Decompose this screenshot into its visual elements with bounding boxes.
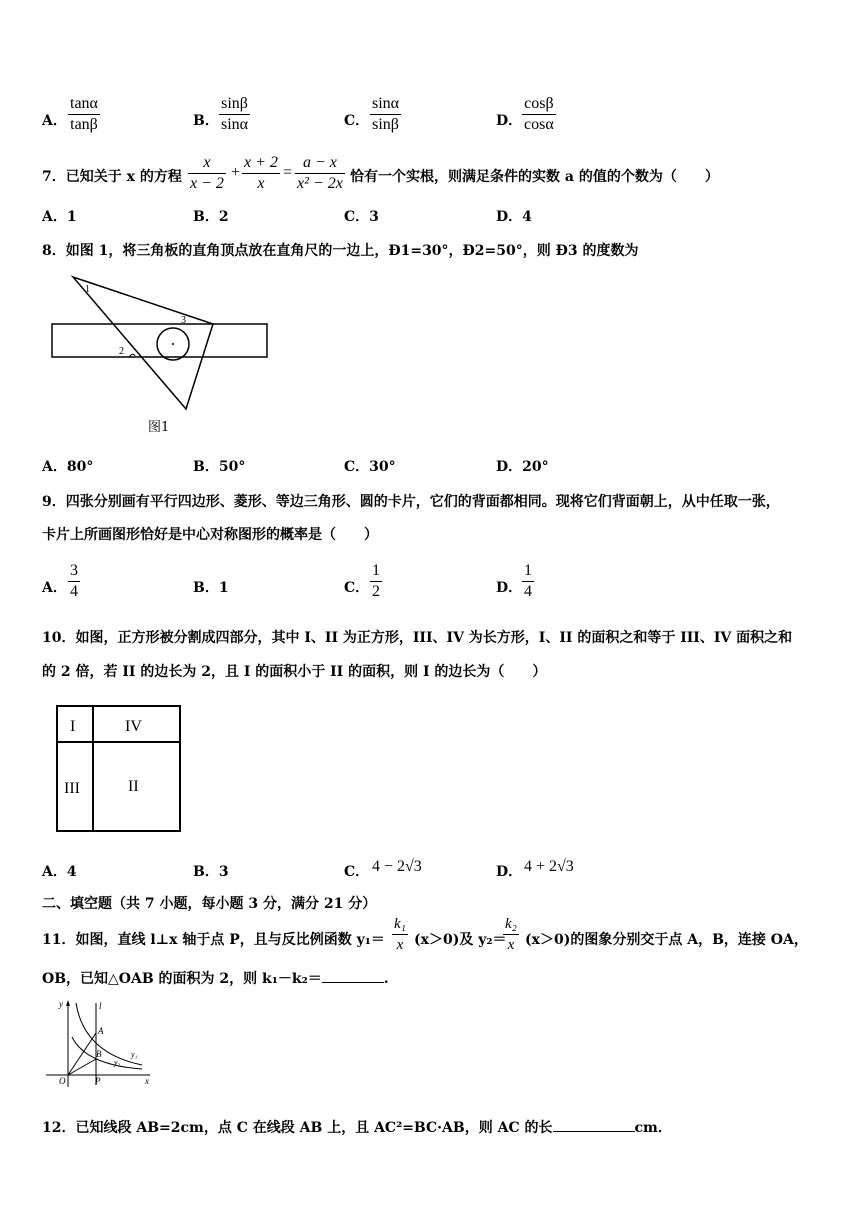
q7-fraction-1: [188, 153, 226, 194]
q6-option-a-label: A．: [42, 113, 67, 129]
q8-option-c: C．30°: [344, 459, 396, 475]
q6-c-num: sinα: [370, 94, 401, 115]
angle-label-1: 1: [85, 284, 90, 295]
q9-c-den: 2: [372, 583, 380, 600]
q7-suffix: 恰有一个实根，则满足条件的实数 a 的值的个数为（ ）: [350, 169, 719, 185]
q11-k2: k₂: [503, 914, 519, 935]
q7-option-d: D．4: [496, 209, 532, 225]
q6-a-den: tanβ: [70, 116, 98, 133]
q11-line-2-end: .: [383, 971, 389, 987]
q11-line-2-text: OB，已知△OAB 的面积为 2，则 k₁－k₂＝: [42, 971, 322, 987]
q7-f1-num: x: [188, 153, 226, 174]
q10-option-c-label: C．: [344, 864, 370, 880]
q9-option-a-label: A．: [42, 580, 67, 596]
q11-part-1: 11．如图，直线 l⊥x 轴于点 P，且与反比例函数 y₁＝: [42, 932, 385, 948]
q7-option-b: B．2: [193, 209, 229, 225]
q10-option-d-expr: 4 + 2√3: [524, 858, 574, 875]
q8-option-b: B．50°: [193, 459, 246, 475]
q9-d-num: 1: [522, 561, 534, 582]
q7-equals: =: [283, 164, 293, 181]
cell-label-i: I: [70, 718, 76, 735]
q6-d-num: cosβ: [522, 94, 556, 115]
label-o: O: [59, 1076, 66, 1086]
q7-option-a: A．1: [42, 209, 77, 225]
q6-option-b-label: B．: [193, 113, 219, 129]
label-y1: y₁: [131, 1050, 138, 1059]
label-y: y: [59, 999, 63, 1009]
q6-option-d-fraction: [522, 94, 556, 135]
q9-d-den: 4: [524, 583, 532, 600]
q9-c-num: 1: [370, 561, 382, 582]
label-l: l: [99, 1001, 102, 1011]
q6-option-c-label: C．: [344, 113, 370, 129]
label-p: P: [95, 1076, 101, 1086]
q11-fraction-k2: [503, 914, 519, 955]
question-12: [42, 1117, 672, 1137]
q7-prefix: 7．已知关于 x 的方程: [42, 169, 182, 185]
angle-label-3: 3: [181, 315, 186, 326]
q9-option-d-fraction: [522, 561, 534, 602]
q11-graph: [42, 997, 157, 1089]
cell-label-ii: II: [128, 778, 139, 795]
q9-option-d-label: D．: [496, 580, 523, 596]
q6-option-d-label: D．: [496, 113, 523, 129]
cell-label-iii: III: [64, 780, 80, 797]
q7-fraction-3: [295, 153, 345, 194]
angle-label-2: 2: [119, 346, 124, 357]
q6-c-den: sinβ: [372, 116, 399, 133]
q11-x1: x: [396, 937, 404, 953]
q11-part-3: (x＞0)的图象分别交于点 A，B，连接 OA，: [525, 932, 808, 948]
q7-f2-num: x + 2: [242, 153, 280, 174]
label-a: A: [98, 1026, 104, 1036]
q10-square-figure: [55, 704, 185, 834]
q8-option-d: D．20°: [496, 459, 549, 475]
q6-d-den: cosα: [524, 116, 554, 133]
q8-figure: [45, 272, 275, 417]
outer-square: [57, 706, 180, 831]
q7-plus: +: [231, 164, 241, 181]
q8-figure-caption: 图1: [148, 420, 170, 435]
q12-unit: cm．: [634, 1120, 672, 1136]
segment-oa: [68, 1033, 96, 1075]
q9-line-2: 卡片上所画图形恰好是中心对称图形的概率是（ ）: [42, 527, 378, 543]
q10-option-d-label: D．: [496, 864, 523, 880]
q7-f3-den: x² − 2x: [297, 175, 343, 192]
q7-f2-den: x: [257, 175, 265, 192]
q7-f3-num: a − x: [295, 153, 345, 174]
label-b: B: [96, 1049, 102, 1059]
q11-x2: x: [507, 937, 515, 953]
y-axis-arrow: [66, 1000, 70, 1006]
cell-label-iv: IV: [125, 718, 142, 735]
circle-center-dot: [172, 343, 174, 345]
q11-part-2: (x＞0)及 y₂＝: [414, 932, 507, 948]
q6-option-a-fraction: [68, 94, 100, 135]
q10-line-2: 的 2 倍，若 II 的边长为 2，且 I 的面积小于 II 的面积，则 I 的边长为（ ）: [42, 664, 547, 680]
q6-option-b-fraction: [219, 94, 250, 135]
q12-text: 12．已知线段 AB=2cm，点 C 在线段 AB 上，且 AC²=BC·AB，则 AC 的长: [42, 1120, 553, 1136]
section-2-heading: 二、填空题（共 7 小题，每小题 3 分，满分 21 分）: [42, 896, 377, 912]
segment-ob: [68, 1059, 96, 1075]
q10-option-c-expr: 4 − 2√3: [372, 858, 422, 875]
q6-option-c-fraction: [370, 94, 401, 135]
triangle-plate: [73, 277, 213, 409]
q11-fraction-k1: [392, 914, 408, 955]
q11-k1: k₁: [392, 914, 408, 935]
q9-option-b: B．1: [193, 580, 229, 596]
q6-a-num: tanα: [68, 94, 100, 115]
q8-option-a: A．80°: [42, 459, 94, 475]
q10-line-1: 10．如图，正方形被分割成四部分，其中 I、II 为正方形，III、IV 为长方形，I、II 的面积之和等于 III、IV 面积之和: [42, 630, 793, 646]
q9-option-a-fraction: [68, 561, 80, 602]
q7-f1-den: x − 2: [190, 175, 224, 192]
q12-answer-blank[interactable]: [553, 1131, 635, 1132]
q6-b-den: sinα: [221, 116, 249, 133]
q9-option-c-label: C．: [344, 580, 370, 596]
q9-line-1: 9．四张分别画有平行四边形、菱形、等边三角形、圆的卡片，它们的背面都相同。现将它们背面朝上，从中任取一张，: [42, 494, 780, 510]
q9-option-c-fraction: [370, 561, 382, 602]
q7-fraction-2: [242, 153, 280, 194]
q11-answer-blank[interactable]: [322, 982, 384, 983]
q10-option-b: B．3: [193, 864, 229, 880]
q6-b-num: sinβ: [219, 94, 250, 115]
q9-a-num: 3: [68, 561, 80, 582]
q11-line-2: [42, 968, 389, 988]
q9-a-den: 4: [70, 583, 78, 600]
q8-text: 8．如图 1，将三角板的直角顶点放在直角尺的一边上，Ð1=30°，Ð2=50°，则 Ð3 的度数为: [42, 243, 639, 259]
q7-option-c: C．3: [344, 209, 379, 225]
q10-option-a: A．4: [42, 864, 77, 880]
label-x: x: [145, 1076, 149, 1086]
label-y2: y₂: [114, 1058, 121, 1067]
